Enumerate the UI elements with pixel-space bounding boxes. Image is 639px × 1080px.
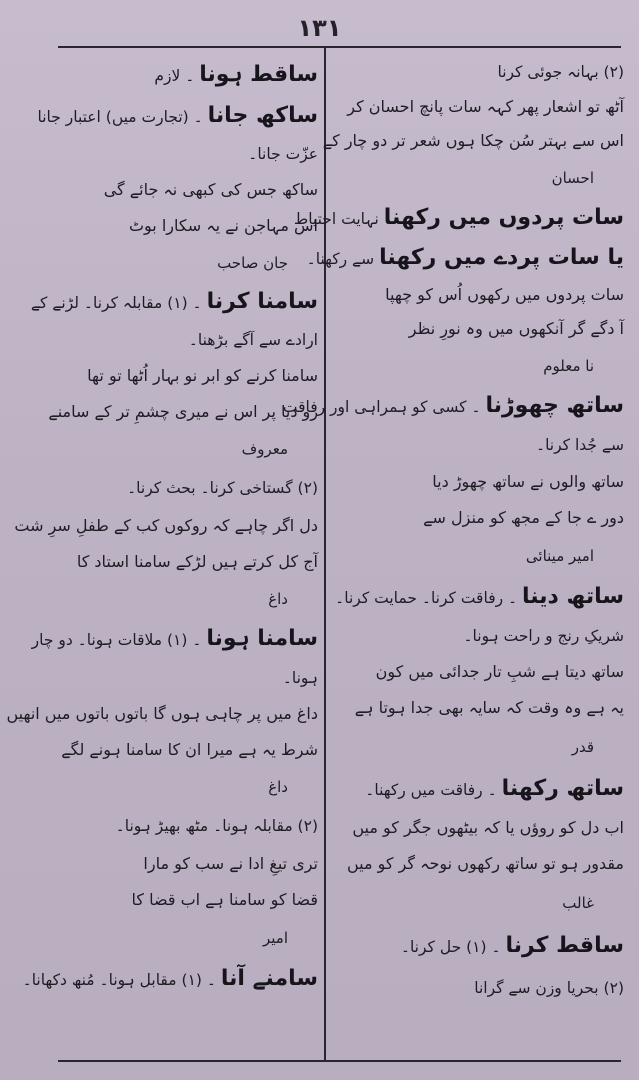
verse-line: قضا کو سامنا ہے اب قضا کا [131, 890, 318, 909]
verse-line: مقدور ہو تو ساتھ رکھوں نوحہ گر کو میں [346, 854, 624, 873]
entry-line [293, 198, 624, 238]
entry-headword: سات پردوں میں رکھنا [383, 205, 624, 230]
entry-line [282, 386, 624, 426]
sense-line: ہونا۔ [282, 669, 318, 687]
verse-line: سات پردوں میں رکھوں اُس کو چھپا [385, 285, 624, 304]
sense-line: (۲) بہانہ جوئی کرنا [497, 63, 624, 81]
poet-name: امیر مینائی [525, 547, 594, 565]
verse-line: آج کل کرتے ہیں لڑکے سامنا استاد کا [76, 552, 318, 571]
bottom-rule [58, 1060, 621, 1062]
entry-headword: ساقط ہونا [199, 62, 318, 87]
verse-line: ساکھ جس کی کبھی نہ جائے گی [103, 180, 318, 199]
entry-definition: نہایت احتیاط [293, 210, 379, 228]
verse-line: ساتھ والوں نے ساتھ چھوڑ دیا [432, 472, 624, 491]
verse-line: تری تیغِ ادا نے سب کو مارا [143, 854, 318, 873]
poet-name: داغ [268, 778, 288, 796]
entry-definition: ۔ (۱) مقابلہ کرنا۔ لڑنے کے [30, 294, 202, 312]
entry-line [22, 958, 318, 1000]
verse-line: دور ے جا کے مجھ کو منزل سے [423, 508, 624, 527]
sense-line: (۲) بحریا وزن سے گرانا [474, 979, 624, 997]
entry-headword: سامنا ہونا [206, 626, 318, 651]
sense-line: عزّت جانا۔ [248, 145, 318, 163]
entry-line [28, 618, 318, 660]
entry-definition: ۔ لازم [154, 67, 195, 85]
verse-line: دل اگر چاہے کہ روکوں کب کے طفلِ سرِ شت [14, 516, 318, 535]
poet-name: معروف [241, 440, 288, 458]
entry-line [28, 96, 318, 136]
entry-headword: ساتھ دینا [522, 584, 624, 609]
verse-line: یہ ہے وہ وقت کہ سایہ بھی جدا ہوتا ہے [354, 698, 624, 717]
sense-line: شریکِ رنج و راحت ہونا۔ [463, 627, 624, 645]
entry-line [306, 238, 624, 278]
entry-headword: ساقط کرنا [505, 933, 624, 958]
verse-line: آ دگے گر آنکھوں میں وہ نورِ نظر [408, 319, 624, 338]
top-rule [58, 46, 621, 48]
poet-name: جان صاحب [217, 254, 288, 272]
poet-name: غالب [562, 894, 594, 912]
entry-line [332, 576, 624, 618]
entry-definition: ۔ رفاقت میں رکھنا۔ [365, 781, 497, 799]
verse-line: شرط یہ ہے میرا ان کا سامنا ہونے لگے [61, 740, 318, 759]
poet-name: نا معلوم [543, 357, 594, 375]
entry-definition: ۔ (۱) حل کرنا۔ [400, 938, 501, 956]
entry-headword: ساکھ جانا [207, 103, 318, 128]
entry-line [332, 924, 624, 968]
entry-headword: سامنا کرنا [206, 289, 318, 314]
verse-line: داغ میں پر چاہی ہوں گا باتوں باتوں میں انھیں [6, 704, 318, 723]
entry-headword: سامنے آنا [220, 966, 318, 991]
poet-name: قدر [571, 738, 594, 756]
verse-line: ساتھ دیتا ہے شبِ تار جدائی میں کون [375, 662, 624, 681]
entry-headword: یا سات پردے میں رکھنا [379, 245, 624, 270]
verse-line: اس مہاجن نے یہ سکارا بوٹ [128, 216, 318, 235]
verse-line: اس سے بہتر سُن چکا ہوں شعر تر دو چار کے [322, 131, 624, 150]
verse-line: اب دل کو روؤں یا کہ بیٹھوں جگر کو میں [352, 818, 624, 837]
verse-line: سامنا کرنے کو ابر نو بہار اُٹھا تو تھا [87, 366, 318, 385]
left-column [6, 54, 318, 1000]
entry-definition: ۔ کسی کو ہمراہی اور رفاقت [282, 398, 481, 416]
entry-definition: سے رکھنا۔ [306, 250, 375, 268]
entry-definition: ۔ (۱) ملاقات ہونا۔ دو چار [31, 631, 202, 649]
verse-line: رو دیا پر اس نے میری چشمِ تر کے سامنے [48, 402, 318, 421]
entry-line [28, 54, 318, 96]
poet-name: داغ [268, 590, 288, 608]
poet-name: احسان [551, 169, 594, 187]
verse-line: آٹھ تو اشعار پھر کہہ سات پانچ احسان کر [347, 97, 624, 116]
entry-headword: ساتھ چھوڑنا [485, 393, 624, 418]
sense-line: ارادے سے آگے بڑھنا۔ [188, 331, 318, 349]
entry-line [28, 282, 318, 322]
entry-definition: ۔ رفاقت کرنا۔ حمایت کرنا۔ [335, 589, 518, 607]
entry-line [332, 768, 624, 810]
sense-line: (۲) گستاخی کرنا۔ بحث کرنا۔ [127, 479, 318, 497]
entry-definition: ۔ (تجارت میں) اعتبار جانا [37, 108, 203, 126]
entry-definition: ۔ (۱) مقابل ہونا۔ مُنھ دکھانا۔ [22, 971, 216, 989]
entry-headword: ساتھ رکھنا [501, 776, 624, 801]
sense-line: سے جُدا کرنا۔ [536, 436, 624, 454]
sense-line: (۲) مقابلہ ہونا۔ مٹھ بھیڑ ہونا۔ [115, 817, 318, 835]
page-number: ١٣١ [297, 14, 342, 42]
poet-name: امیر [262, 929, 288, 947]
